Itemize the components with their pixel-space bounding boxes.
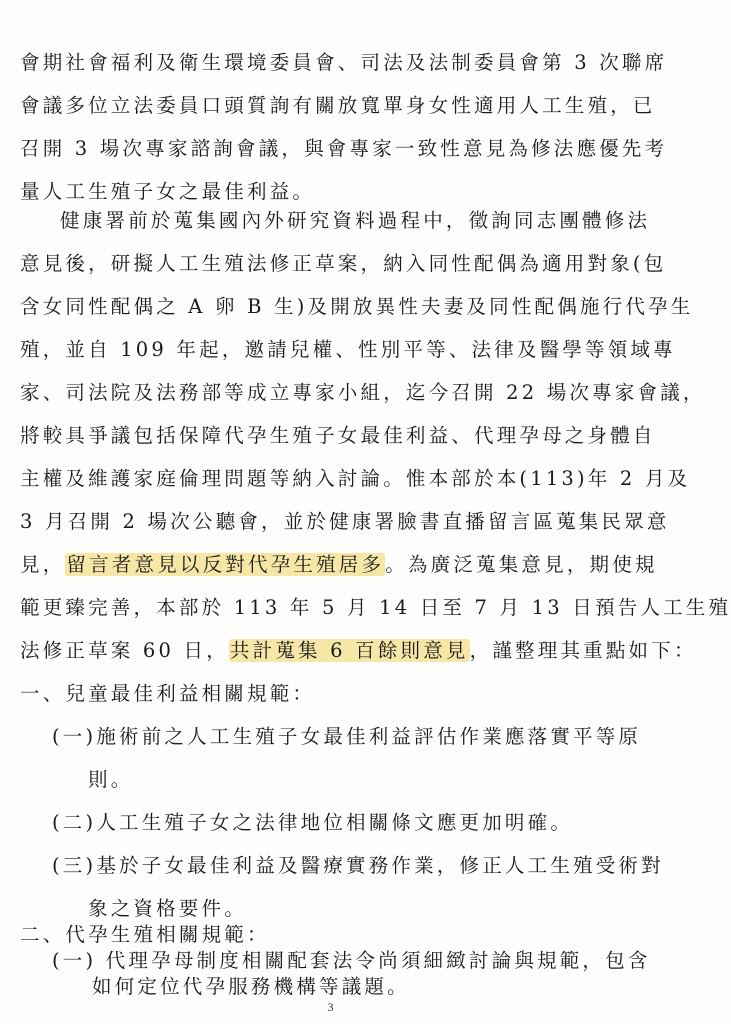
paragraph-line: 意見後，研擬人工生殖法修正草案，納入同性配偶為適用對象(包 [20,252,667,275]
list-item-continuation: 則。 [88,768,134,791]
page-number: 3 [327,1000,334,1014]
list-item-continuation: 象之資格要件。 [88,897,247,920]
paragraph-line: 將較具爭議包括保障代孕生殖子女最佳利益、代理孕母之身體自 [20,424,656,447]
section-heading: 二、代孕生殖相關規範： [20,923,270,946]
text-segment: 法修正草案 60 日， [20,639,229,662]
paragraph-line: 量人工生殖子女之最佳利益。 [20,180,316,203]
list-item-continuation: 如何定位代孕服務機構等議題。 [92,975,410,998]
paragraph-line: 會期社會福利及衛生環境委員會、司法及法制委員會第 3 次聯席 [20,51,668,74]
paragraph-line: 3 月召開 2 場次公聽會，並於健康署臉書直播留言區蒐集民眾意 [20,510,670,533]
paragraph-line: 含女同性配偶之 A 卵 B 生)及開放異性夫妻及同性配偶施行代孕生 [20,295,694,318]
paragraph-line: 家、司法院及法務部等成立專家小組，迄今召開 22 場次專家會議， [20,381,706,404]
list-item: (一)施術前之人工生殖子女最佳利益評估作業應落實平等原 [52,725,642,748]
paragraph-line [20,550,658,580]
section-heading: 一、兒童最佳利益相關規範： [20,682,316,705]
paragraph-line: 會議多位立法委員口頭質詢有關放寬單身女性適用人工生殖，已 [20,94,656,117]
text-segment: ，謹整理其重點如下： [469,639,697,662]
list-item: (一) 代理孕母制度相關配套法令尚須細緻討論與規範，包含 [52,949,651,972]
highlighted-text: 留言者意見以反對代孕生殖居多 [66,553,385,576]
text-segment: 。為廣泛蒐集意見，期使規 [385,553,658,576]
paragraph-line: 範更臻完善，本部於 113 年 5 月 14 日至 7 月 13 日預告人工生殖 [20,596,731,619]
highlighted-text: 共計蒐集 6 百餘則意見 [229,639,469,662]
paragraph-line [20,636,697,666]
paragraph-line: 主權及維護家庭倫理問題等納入討論。惟本部於本(113)年 2 月及 [20,467,691,490]
paragraph-line: 健康署前於蒐集國內外研究資料過程中，徵詢同志團體修法 [60,209,651,232]
paragraph-line: 召開 3 場次專家諮詢會議，與會專家一致性意見為修法應優先考 [20,137,668,160]
list-item: (二)人工生殖子女之法律地位相關條文應更加明確。 [52,811,574,834]
list-item: (三)基於子女最佳利益及醫療實務作業，修正人工生殖受術對 [52,854,664,877]
text-segment: 見， [20,553,66,576]
paragraph-line: 殖，並自 109 年起，邀請兒權、性別平等、法律及醫學等領域專 [20,338,676,361]
